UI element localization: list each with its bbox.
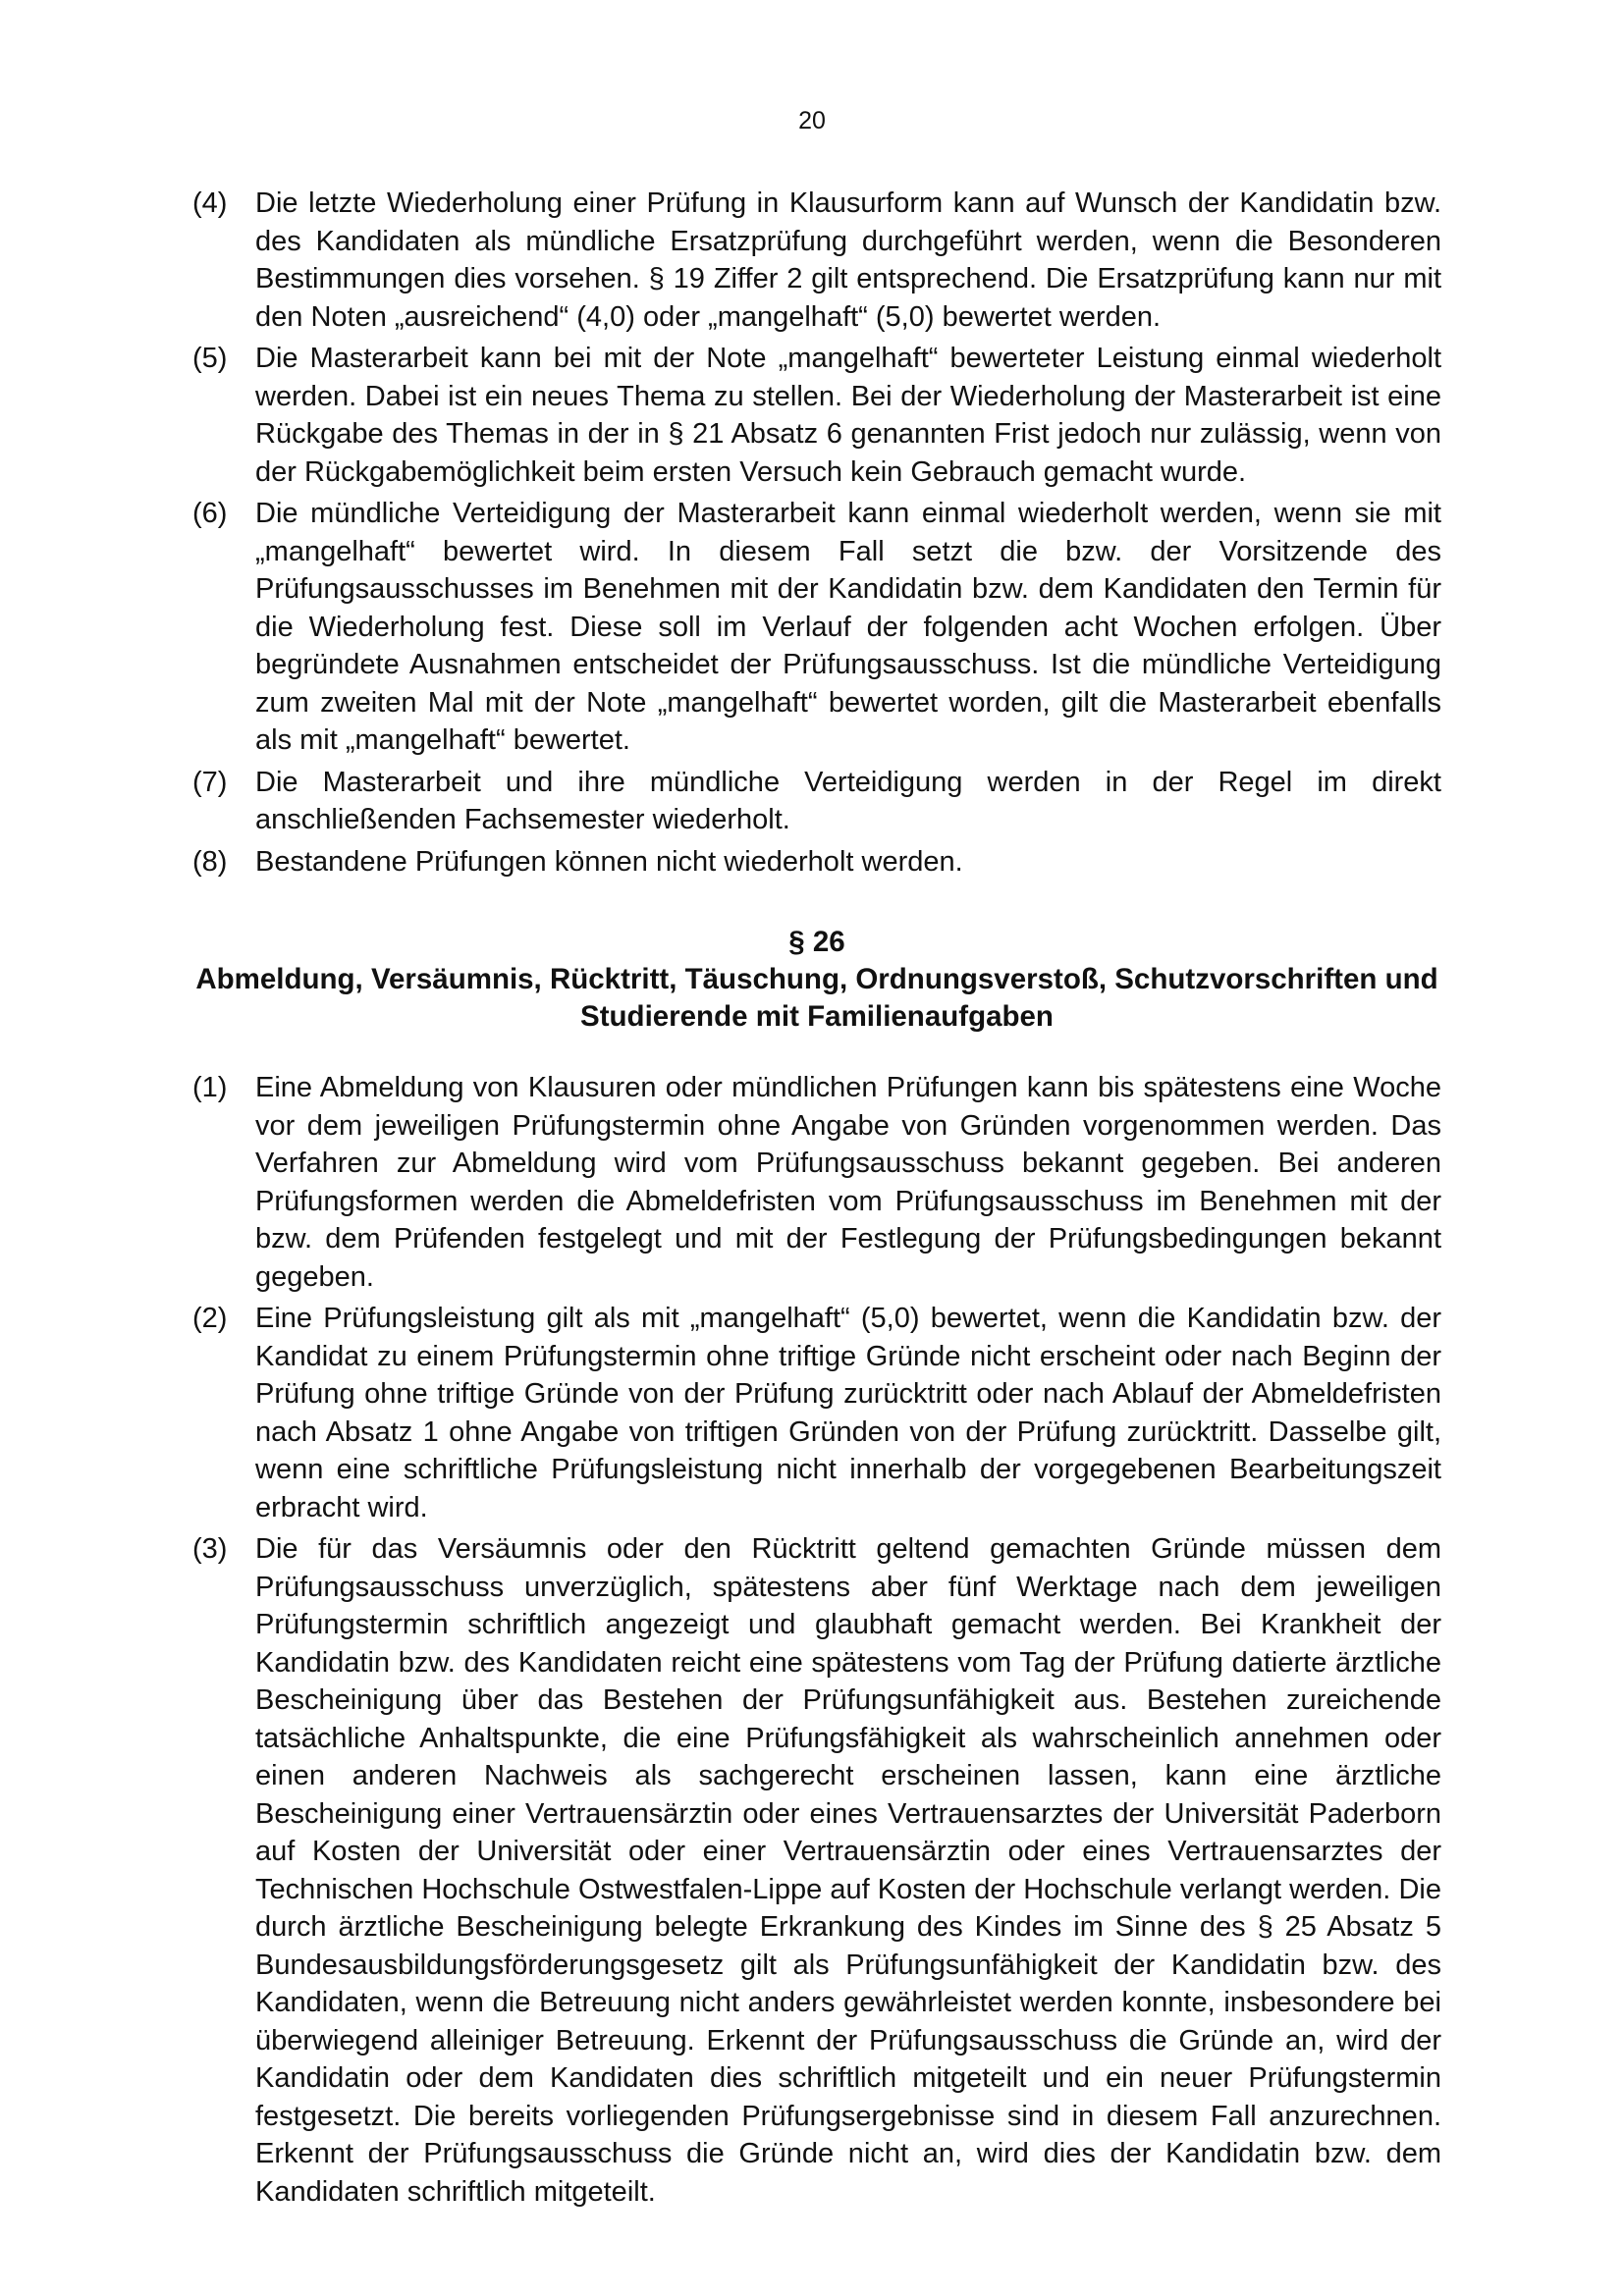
item-number: (3)	[192, 1533, 228, 1565]
list-item	[192, 764, 1441, 839]
item-text: Eine Prüfungsleistung gilt als mit „mangelhaft“ (5,0) bewertet, wenn die Kandidatin bzw. der Kandidat zu einem Prüfungstermin ohne triftige Gründe nicht erscheint oder nach Beginn der Prüfung ohne triftige Gründe von der Prüfung zurücktritt oder nach Ablauf der Abmeldefristen nach Absatz 1 ohne Angabe von triftigen Gründen von der Prüfung zurücktritt. Dasselbe gilt, wenn eine schriftliche Prüfungsleistung nicht innerhalb der vorgegebenen Bearbeitungszeit erbracht wird.	[255, 1303, 1441, 1523]
section-title: Abmeldung, Versäumnis, Rücktritt, Täuschung, Ordnungsverstoß, Schutzvorschriften und Studierende mit Familienaufgaben	[195, 963, 1438, 1033]
item-number: (7)	[192, 766, 228, 798]
item-number: (2)	[192, 1303, 228, 1334]
item-number: (4)	[192, 187, 228, 219]
item-text: Die Masterarbeit kann bei mit der Note „mangelhaft“ bewerteter Leistung einmal wiederholt werden. Dabei ist ein neues Thema zu stellen. Bei der Wiederholung der Masterarbeit ist eine Rückgabe des Themas in der in § 21 Absatz 6 genannten Frist jedoch nur zulässig, wenn von der Rückgabemöglichkeit beim ersten Versuch kein Gebrauch gemacht wurde.	[255, 343, 1441, 488]
list-item	[192, 340, 1441, 491]
page-number: 20	[798, 107, 826, 134]
item-text: Die letzte Wiederholung einer Prüfung in Klausurform kann auf Wunsch der Kandidatin bzw. des Kandidaten als mündliche Ersatzprüfung durchgeführt werden, wenn die Besonderen Bestimmungen dies vorsehen. § 19 Ziffer 2 gilt entsprechend. Die Ersatzprüfung kann nur mit den Noten „ausreichend“ (4,0) oder „mangelhaft“ (5,0) bewertet werden.	[255, 187, 1441, 333]
list-item	[192, 185, 1441, 336]
document-body	[192, 185, 1441, 2215]
list-item	[192, 1300, 1441, 1526]
list-item	[192, 495, 1441, 760]
item-text: Bestandene Prüfungen können nicht wiederholt werden.	[255, 845, 963, 878]
list-item	[192, 1069, 1441, 1296]
item-number: (6)	[192, 498, 228, 529]
item-number: (1)	[192, 1072, 228, 1103]
item-number: (5)	[192, 343, 228, 374]
list-item	[192, 843, 1441, 881]
item-text: Die Masterarbeit und ihre mündliche Verteidigung werden in der Regel im direkt anschließenden Fachsemester wiederholt.	[255, 766, 1441, 835]
item-text: Die mündliche Verteidigung der Masterarbeit kann einmal wiederholt werden, wenn sie mit „mangelhaft“ bewertet wird. In diesem Fall setzt die bzw. der Vorsitzende des Prüfungsausschusses im Benehmen mit der Kandidatin bzw. dem Kandidaten den Termin für die Wiederholung fest. Diese soll im Verlauf der folgenden acht Wochen erfolgen. Über begründete Ausnahmen entscheidet der Prüfungsausschuss. Ist die mündliche Verteidigung zum zweiten Mal mit der Note „mangelhaft“ bewertet worden, gilt die Masterarbeit ebenfalls als mit „mangelhaft“ bewertet.	[255, 498, 1441, 756]
item-text: Die für das Versäumnis oder den Rücktritt geltend gemachten Gründe müssen dem Prüfungsausschuss unverzüglich, spätestens aber fünf Werktage nach dem jeweiligen Prüfungstermin schriftlich angezeigt und glaubhaft gemacht werden. Bei Krankheit der Kandidatin bzw. des Kandidaten reicht eine spätestens vom Tag der Prüfung datierte ärztliche Bescheinigung über das Bestehen der Prüfungsunfähigkeit aus. Bestehen zureichende tatsächliche Anhaltspunkte, die eine Prüfungsfähigkeit als wahrscheinlich annehmen oder einen anderen Nachweis als sachgerecht erscheinen lassen, kann eine ärztliche Bescheinigung einer Vertrauensärztin oder eines Vertrauensarztes der Universität Paderborn auf Kosten der Universität oder einer Vertrauensärztin oder eines Vertrauensarztes der Technischen Hochschule Ostwestfalen-Lippe auf Kosten der Hochschule verlangt werden. Die durch ärztliche Bescheinigung belegte Erkrankung des Kindes im Sinne des § 25 Absatz 5 Bundesausbildungsförderungsgesetz gilt als Prüfungsunfähigkeit der Kandidatin bzw. des Kandidaten, wenn die Betreuung nicht anders gewährleistet werden konnte, insbesondere bei überwiegend alleiniger Betreuung. Erkennt der Prüfungsausschuss die Gründe an, wird der Kandidatin oder dem Kandidaten dies schriftlich mitgeteilt und ein neuer Prüfungstermin festgesetzt. Die bereits vorliegenden Prüfungsergebnisse sind in diesem Fall anzurechnen. Erkennt der Prüfungsausschuss die Gründe nicht an, wird dies der Kandidatin bzw. dem Kandidaten schriftlich mitgeteilt.	[255, 1533, 1441, 2208]
section-heading	[192, 924, 1441, 1036]
item-text: Eine Abmeldung von Klausuren oder mündlichen Prüfungen kann bis spätestens eine Woche vor dem jeweiligen Prüfungstermin ohne Angabe von Gründen vorgenommen werden. Das Verfahren zur Abmeldung wird vom Prüfungsausschuss bekannt gegeben. Bei anderen Prüfungsformen werden die Abmeldefristen vom Prüfungsausschuss im Benehmen mit der bzw. dem Prüfenden festgelegt und mit der Festlegung der Prüfungsbedingungen bekannt gegeben.	[255, 1072, 1441, 1293]
section-paragraph-number: § 26	[788, 926, 845, 958]
list-item	[192, 1530, 1441, 2211]
item-number: (8)	[192, 845, 228, 878]
